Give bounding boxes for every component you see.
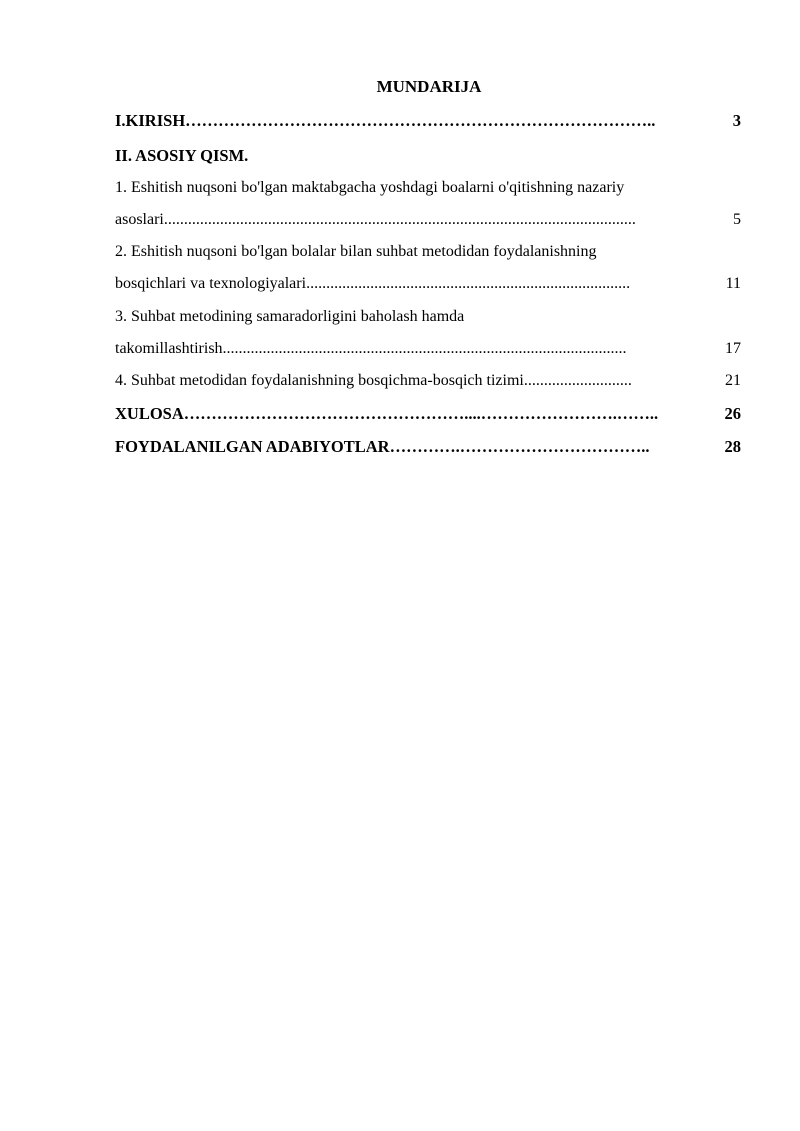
toc-page-number: 3 — [732, 111, 741, 130]
toc-leader-dots: ........................... — [523, 372, 632, 389]
toc-leader-dots: ………….…………………………….. — [389, 437, 650, 456]
toc-page-number: 26 — [724, 404, 741, 423]
toc-leader-dots: ………………………………………………………………………….. — [185, 111, 656, 130]
toc-entry-text: I.KIRISH — [115, 111, 186, 130]
toc-entry-1-line1: 1. Eshitish nuqsoni bo'lgan maktabgacha yoshdagi boalarni o'qitishning nazariy — [115, 179, 625, 196]
toc-entry-4 — [115, 370, 741, 392]
toc-entry-adabiyotlar — [115, 436, 741, 458]
toc-page-number: 28 — [724, 437, 741, 456]
toc-entry-asosiy-qism: II. ASOSIY QISM. — [115, 146, 249, 165]
toc-entry-2-line2 — [115, 273, 741, 295]
toc-entry-kirish — [115, 110, 741, 132]
toc-entry-xulosa — [115, 403, 741, 425]
toc-entry-text: bosqichlari va texnologiyalari — [115, 275, 307, 292]
toc-page-number: 5 — [733, 211, 741, 228]
toc-entry-text: takomillashtirish — [115, 340, 223, 357]
toc-page-number: 21 — [725, 372, 741, 389]
toc-entry-3-line2 — [115, 338, 741, 360]
toc-entry-text: XULOSA — [115, 404, 184, 423]
toc-entry-text: asoslari — [115, 211, 164, 228]
toc-title: MUNDARIJA — [376, 77, 482, 96]
toc-leader-dots: ................................................................................. — [306, 275, 631, 292]
toc-page-number: 11 — [725, 275, 741, 292]
toc-page-number: 17 — [725, 340, 741, 357]
toc-entry-text: FOYDALANILGAN ADABIYOTLAR — [115, 437, 390, 456]
toc-leader-dots: ...................................................................................................................... — [163, 211, 636, 228]
toc-entry-text: 4. Suhbat metodidan foydalanishning bosqichma-bosqich tizimi — [115, 372, 524, 389]
toc-entry-3-line1: 3. Suhbat metodining samaradorligini baholash hamda — [115, 308, 465, 325]
toc-entry-2-line1: 2. Eshitish nuqsoni bo'lgan bolalar bilan suhbat metodidan foydalanishning — [115, 243, 597, 260]
toc-leader-dots: ……………………………………………....…………………….…….. — [183, 404, 659, 423]
toc-leader-dots: ..................................................................................................... — [222, 340, 627, 357]
toc-entry-1-line2 — [115, 209, 741, 231]
